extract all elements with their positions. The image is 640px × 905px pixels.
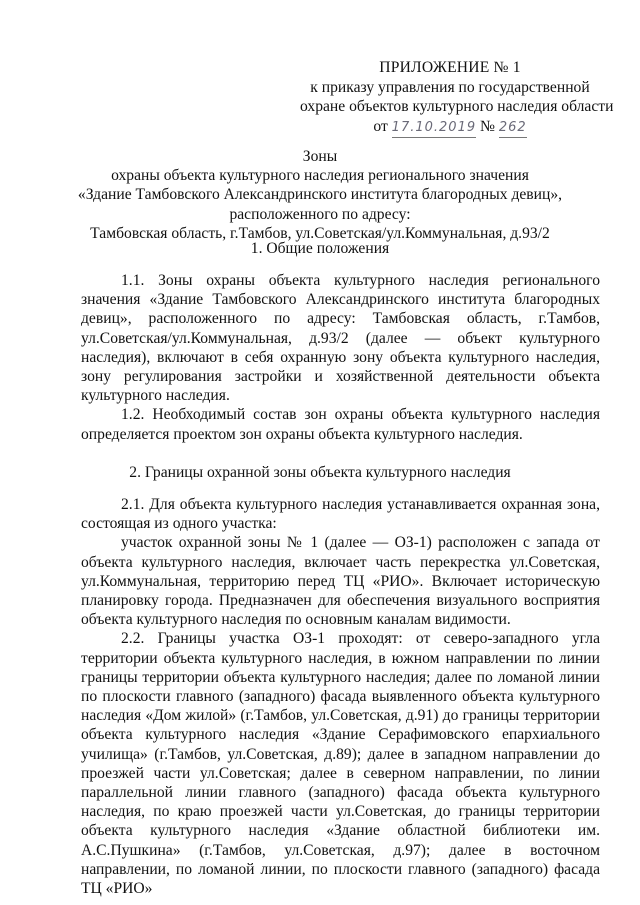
appendix-title: ПРИЛОЖЕНИЕ № 1 [379, 59, 521, 76]
appendix-date-line [300, 117, 600, 139]
appendix-line-2: охране объектов культурного наследия области [300, 98, 614, 115]
section-2-body [81, 495, 600, 898]
appendix-line-1: к приказу управления по государственной [310, 78, 590, 96]
handwritten-number: 262 [499, 118, 527, 139]
heading-line-5: Тамбовская область, г.Тамбов, ул.Советская/ул.Коммунальная, д.93/2 [90, 224, 550, 242]
document-heading [40, 147, 600, 243]
number-label: № [480, 117, 495, 135]
section-2-title: 2. Границы охранной зоны объекта культурного наследия [129, 464, 511, 481]
heading-line-2: охраны объекта культурного наследия регионального значения [111, 167, 529, 185]
paragraph-1-2: 1.2. Необходимый состав зон охраны объекта культурного наследия определяется проектом зон охраны объекта культурного наследия. [81, 406, 600, 443]
heading-line-4: расположенного по адресу: [229, 205, 411, 223]
appendix-block [300, 58, 614, 138]
handwritten-date: 17.10.2019 [392, 118, 476, 139]
section-1-body [81, 271, 600, 444]
from-label: от [373, 117, 388, 135]
heading-line-3: «Здание Тамбовского Александринского института благородных девиц», [77, 186, 563, 204]
paragraph-1-1: 1.1. Зоны охраны объекта культурного наследия регионального значения «Здание Тамбовского Александринского института благородных девиц», расположенного по адресу: Тамбовская область, г.Тамбов, ул.Советская/ул.Коммунальная, д.93/2 (далее — объект культурного наследия), включают в себя охранную зону объекта культурного наследия, зону регулирования застройки и хозяйственной деятельности объекта культурного наследия. [81, 272, 600, 405]
paragraph-2-2: 2.2. Границы участка ОЗ-1 проходят: от северо-западного угла территории объекта культурного наследия, в южном направлении по линии границы территории объекта культурного наследия; далее по ломаной линии по плоскости главного (западного) фасада выявленного объекта культурного наследия «Дом жилой» (г.Тамбов, ул.Советская, д.91) до границы территории объекта культурного наследия «Здание Серафимовского епархиального училища» (г.Тамбов, ул.Советская, д.89); далее в западном направлении до проезжей части ул.Советская; далее в северном направлении, по линии параллельной линии главного (западного) фасада объекта культурного наследия, по краю проезжей части ул.Советская, до границы территории объекта культурного наследия «Здание областной библиотеки им. А.С.Пушкина» (г.Тамбов, ул.Советская, д.97); далее в восточном направлении, по ломаной линии, по плоскости главного (западного) фасада ТЦ «РИО» [81, 630, 600, 898]
paragraph-2-1: 2.1. Для объекта культурного наследия устанавливается охранная зона, состоящая из одного участка: [81, 496, 600, 533]
paragraph-2-1-plot: участок охранной зоны № 1 (далее — ОЗ-1) расположен с запада от объекта культурного наследия, включает часть перекрестка ул.Советская, ул.Коммунальная, территорию перед ТЦ «РИО». Включает историческую планировку города. Предназначен для обеспечения визуального восприятия объекта культурного наследия по основным каналам видимости. [81, 534, 600, 629]
heading-line-1: Зоны [302, 148, 338, 165]
section-1-title: 1. Общие положения [250, 240, 390, 257]
